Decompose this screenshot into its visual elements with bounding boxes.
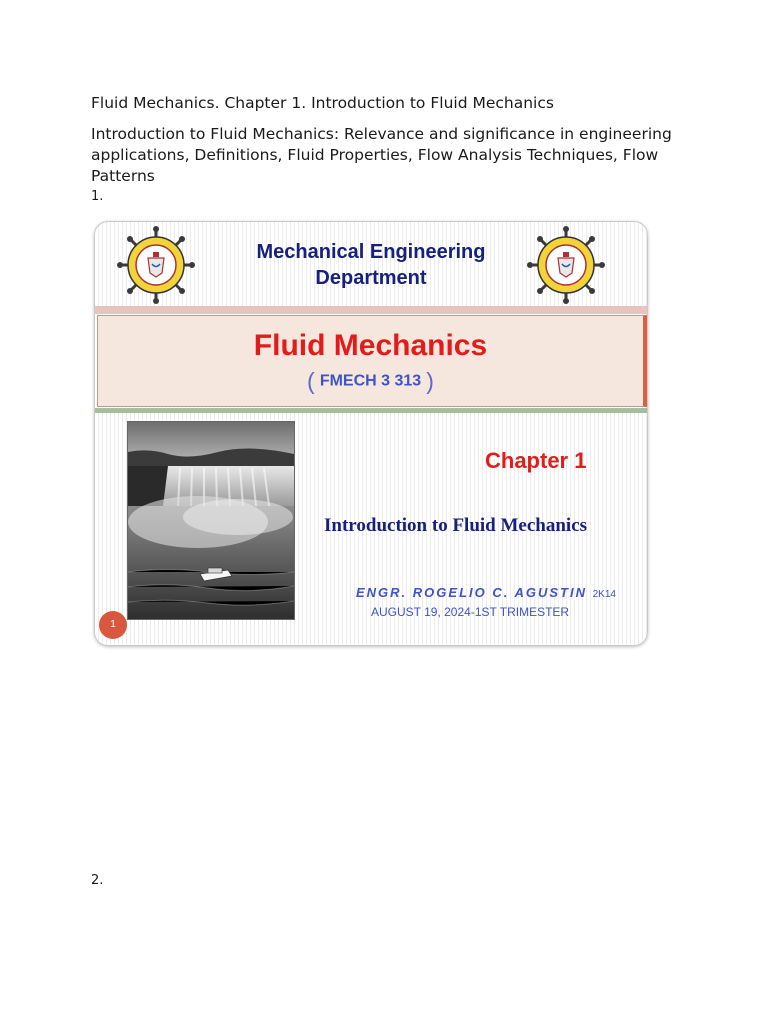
author-name: ENGR. ROGELIO C. AGUSTIN xyxy=(356,585,587,600)
course-code-line xyxy=(98,368,643,395)
chapter-title: Introduction to Fluid Mechanics xyxy=(324,515,588,536)
course-code: FMECH 3 313 xyxy=(319,372,422,390)
slide-header xyxy=(95,222,647,306)
chapter-label: Chapter 1 xyxy=(485,448,587,473)
waterfall-photo xyxy=(127,421,295,620)
header-divider xyxy=(95,306,647,314)
slide-image xyxy=(94,221,648,646)
course-title: Fluid Mechanics xyxy=(253,329,488,362)
slide-number-badge: 1 xyxy=(99,611,127,639)
item-number-1: 1. xyxy=(91,189,104,204)
author-line xyxy=(356,585,616,600)
paren-open: ( xyxy=(307,368,315,394)
paren-close: ) xyxy=(426,368,434,394)
title-divider xyxy=(95,408,647,413)
document-intro: Introduction to Fluid Mechanics: Relevance and significance in engineering applications, Definitions, Fluid Properties, Flow Analysis Techniques, Flow Patterns xyxy=(91,125,672,185)
institute-seal-left xyxy=(117,226,195,304)
course-title-box xyxy=(97,315,647,407)
author-suffix: 2K14 xyxy=(592,589,616,600)
institute-seal-right xyxy=(527,226,605,304)
item-number-2: 2. xyxy=(91,873,104,888)
department-title: Mechanical Engineering Department xyxy=(256,241,486,289)
date-line: AUGUST 19, 2024-1ST TRIMESTER xyxy=(371,605,570,619)
document-title: Fluid Mechanics. Chapter 1. Introduction to Fluid Mechanics xyxy=(91,94,554,112)
